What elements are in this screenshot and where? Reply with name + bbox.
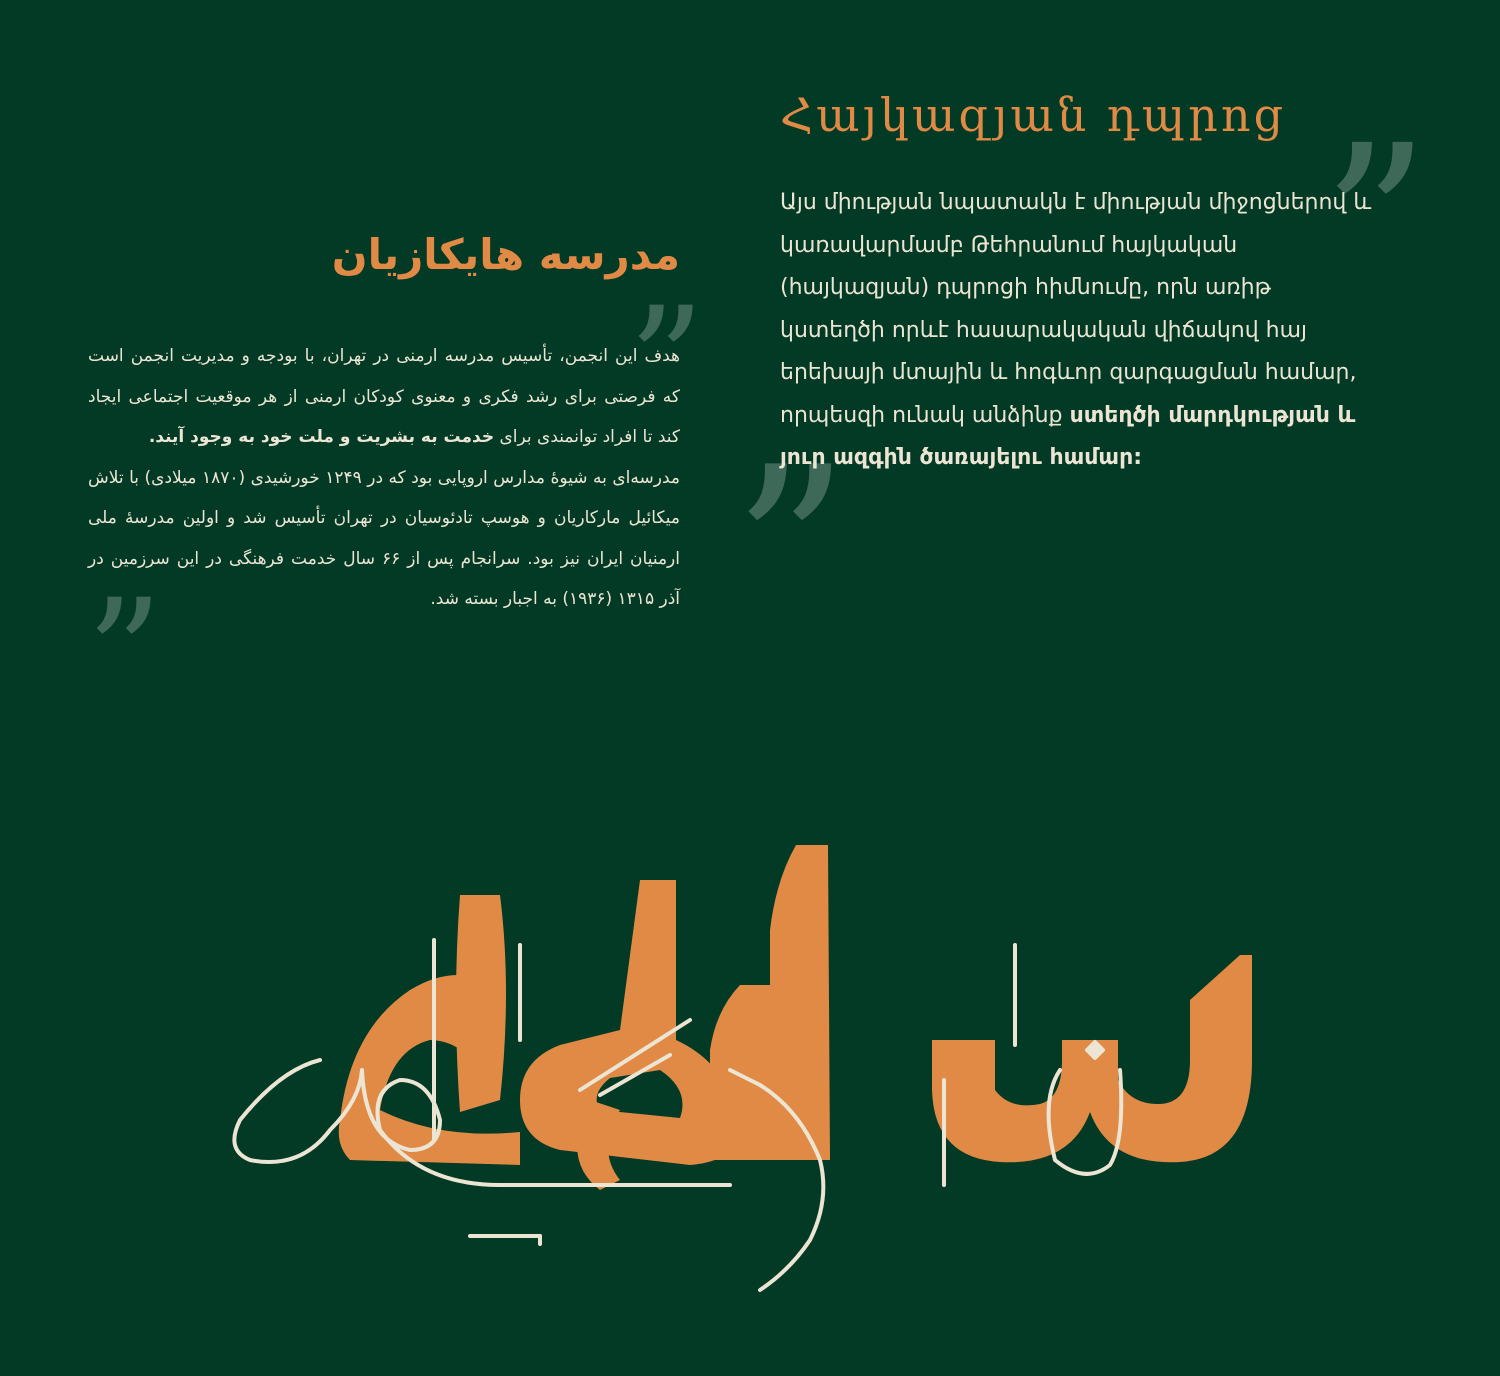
armenian-body-regular: Այս միության նպատակն է միության միջոցներով և կառավարմամբ Թեհրանում հայկական (հայկազյան) դպրոցի հիմնումը, որն առիթ կստեղծի որևէ հասարակական վիճակով հայ երեխայի մտային և հոգևոր զարգացման համար, որպեսզի ունակ անձինք xyxy=(780,190,1372,428)
quote-mark-armenian-top: ” xyxy=(1322,100,1430,345)
quote-mark-armenian-bottom: ” xyxy=(732,419,850,686)
armenian-title: Հայկազյան դպրոց xyxy=(780,88,1287,142)
persian-paragraph-1 xyxy=(88,336,680,458)
persian-title: مدرسه هایکازیان xyxy=(331,230,680,279)
persian-paragraph-2: مدرسه‌ای به شیوهٔ مدارس اروپایی بود که در ۱۲۴۹ خورشیدی (۱۸۷۰ میلادی) با تلاش میکائیل مارکاریان و هوسپ تادئوسیان در تهران تأسیس شد و اولین مدرسهٔ ملی ارمنیان ایران نیز بود. سرانجام پس از ۶۶ سال خدمت فرهنگی در این سرزمین در آذر ۱۳۱۵ (۱۹۳۶) به اجبار بسته شد. xyxy=(88,467,680,609)
armenian-body-text xyxy=(780,182,1380,480)
calligraphy-orange-shapes xyxy=(339,845,1252,1190)
persian-paragraph-1-regular: هدف این انجمن، تأسیس مدرسه ارمنی در تهران، با بودجه و مدیریت انجمن است که فرصتی برای رشد فکری و معنوی کودکان ارمنی از هر موقعیت اجتماعی ایجاد کند تا افراد توانمندی برای xyxy=(88,346,680,447)
quote-mark-persian-bottom: ” xyxy=(86,568,163,742)
persian-body-text xyxy=(88,336,680,620)
armenian-body-bold: ստեղծի մարդկության և յուր ազգին ծառայելու համար: xyxy=(780,402,1356,470)
persian-paragraph-1-bold: خدمت به بشریت و ملت خود به وجود آیند. xyxy=(148,427,495,447)
quote-mark-persian-top: ” xyxy=(628,276,705,450)
calligraphy-logotype xyxy=(0,820,1500,1376)
